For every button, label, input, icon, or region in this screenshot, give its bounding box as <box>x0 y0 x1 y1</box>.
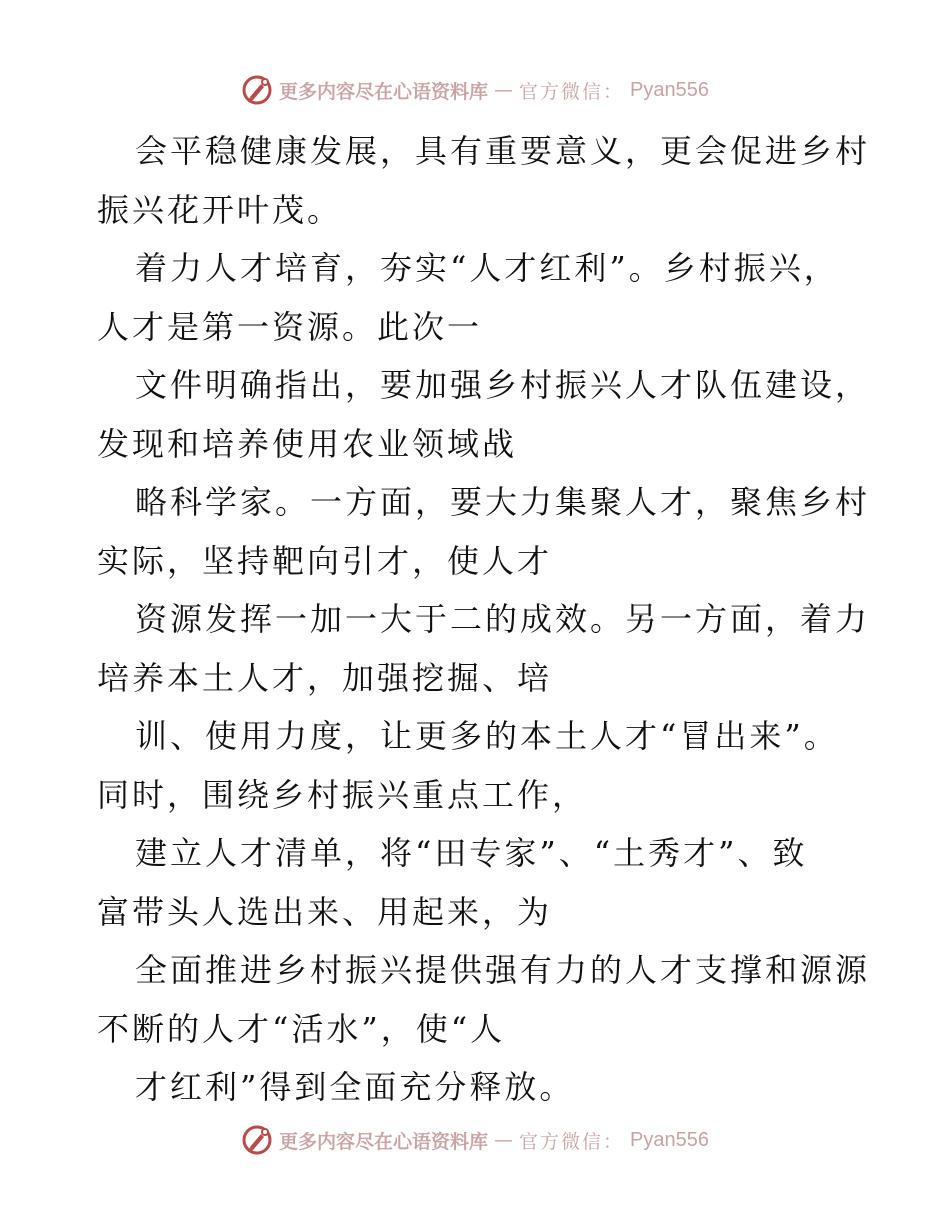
watermark-separator: — <box>494 1129 514 1151</box>
wechat-id: Pyan556 <box>630 78 709 101</box>
body-line: 文件明确指出，要加强乡村振兴人才队伍建设， <box>135 366 871 404</box>
body-line: 振兴花开叶茂。 <box>97 190 343 229</box>
body-line: 会平稳健康发展，具有重要意义，更会促进乡村 <box>135 132 871 170</box>
body-line: 全面推进乡村振兴提供强有力的人才支撑和源源 <box>135 951 871 989</box>
wechat-label: 官方微信： <box>519 1130 625 1153</box>
body-line: 富带头人选出来、用起来，为 <box>97 892 553 931</box>
body-line: 着力人才培育，夯实“人才红利”。乡村振兴， <box>135 249 839 287</box>
watermark-banner-top <box>0 70 950 110</box>
pen-logo-icon <box>241 1124 273 1156</box>
body-line: 同时，围绕乡村振兴重点工作， <box>97 775 588 814</box>
pen-logo-icon <box>241 74 273 106</box>
watermark-text: 更多内容尽在心语资料库 <box>279 80 489 103</box>
wechat-id: Pyan556 <box>630 1128 709 1151</box>
body-line: 人才是第一资源。此次一 <box>97 307 483 346</box>
document-body <box>97 122 871 1117</box>
body-line: 发现和培养使用农业领域战 <box>97 424 518 463</box>
body-line: 实际，坚持靶向引才，使人才 <box>97 541 553 580</box>
body-line: 建立人才清单，将“田专家”、“土秀才”、致 <box>135 834 808 872</box>
body-line: 培养本土人才，加强挖掘、培 <box>97 658 553 697</box>
body-line: 不断的人才“活水”，使“人 <box>97 1009 506 1048</box>
watermark-text: 更多内容尽在心语资料库 <box>279 1130 489 1153</box>
watermark-banner-bottom <box>0 1120 950 1160</box>
body-line: 资源发挥一加一大于二的成效。另一方面，着力 <box>135 600 871 638</box>
body-line: 训、使用力度，让更多的本土人才“冒出来”。 <box>135 717 839 755</box>
body-line: 才红利”得到全面充分释放。 <box>135 1068 575 1106</box>
wechat-label: 官方微信： <box>519 80 625 103</box>
body-line: 略科学家。一方面，要大力集聚人才，聚焦乡村 <box>135 483 871 521</box>
watermark-separator: — <box>494 79 514 101</box>
